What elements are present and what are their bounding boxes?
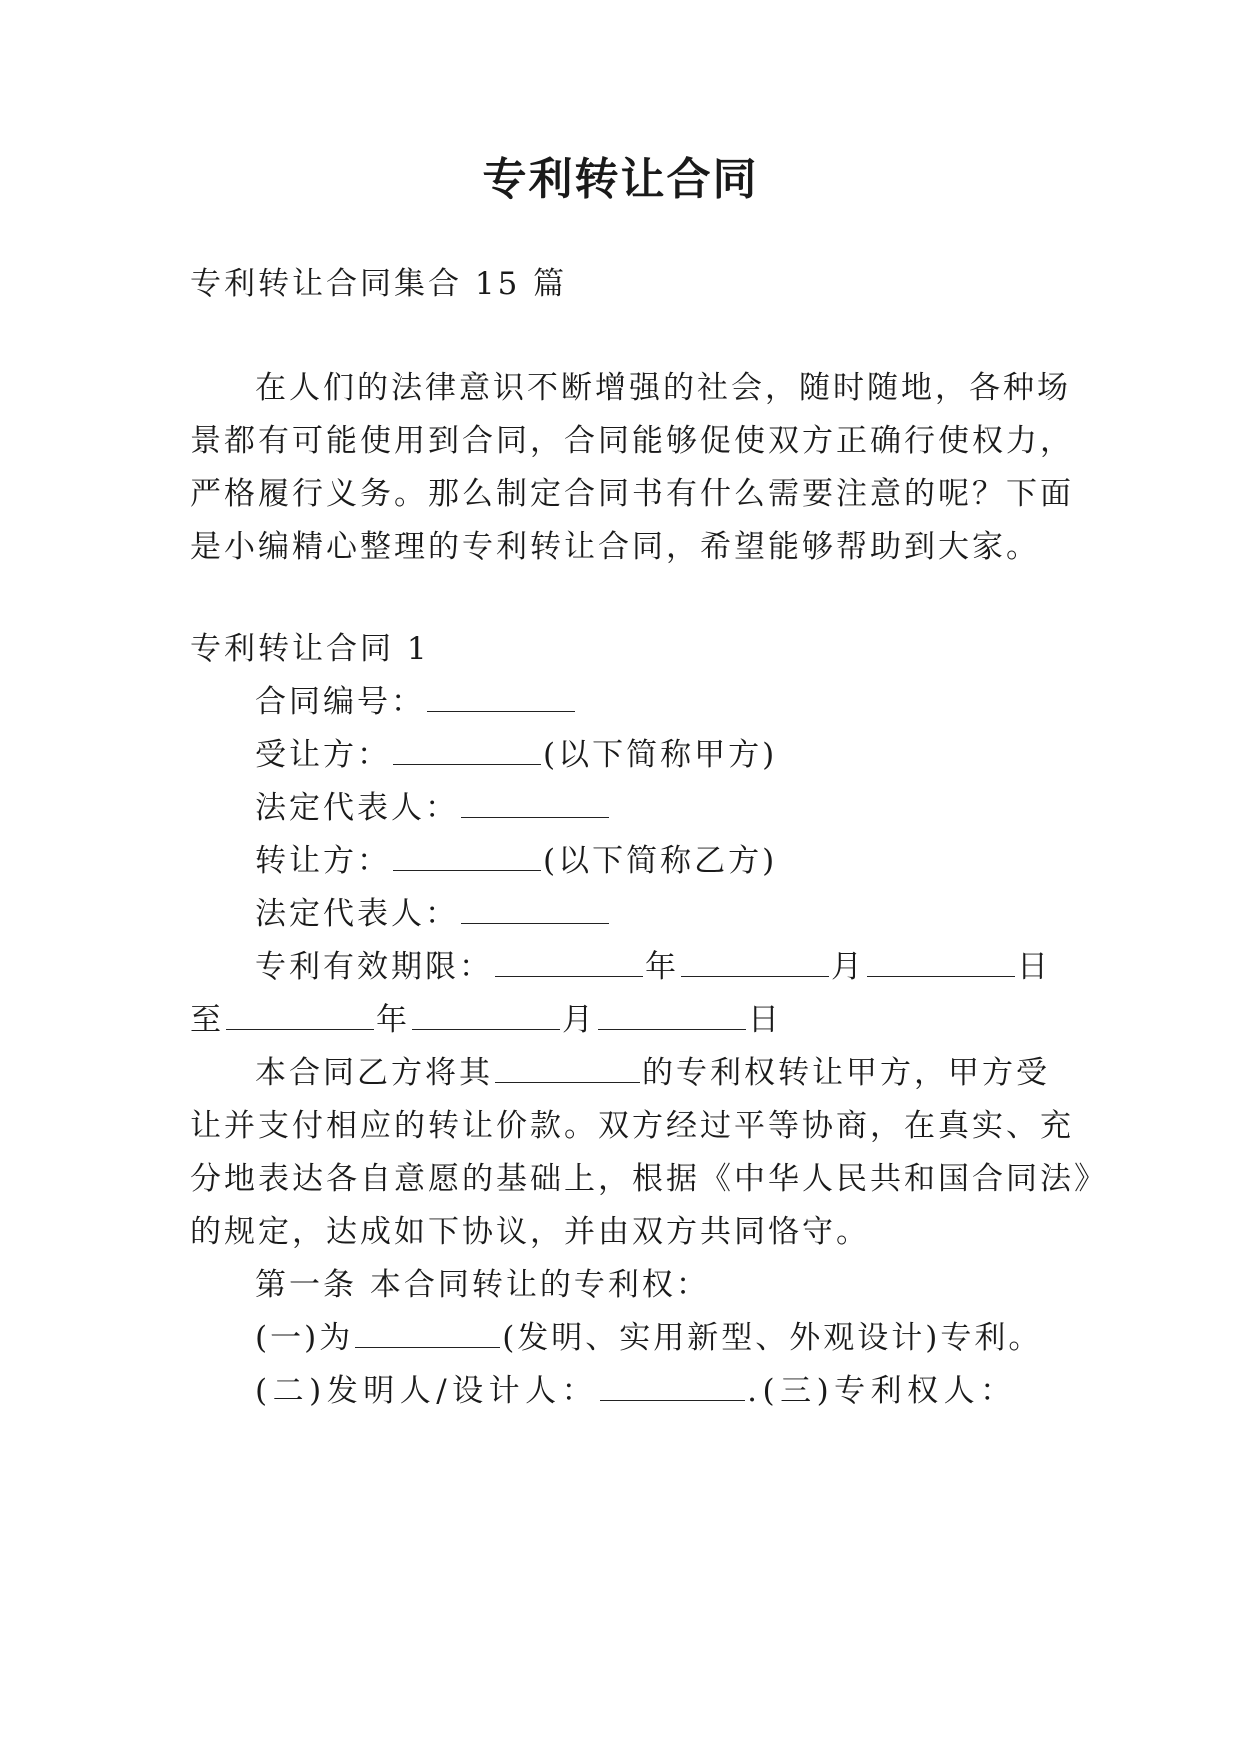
item-2-end: .(三)专利权人： — [747, 1373, 1017, 1409]
validity-to: 至 — [190, 1002, 224, 1038]
document-subtitle: 专利转让合同集合 15 篇 — [190, 266, 568, 302]
end-year-blank — [226, 999, 374, 1030]
end-day: 日 — [748, 1002, 782, 1038]
validity-year-blank — [495, 946, 643, 977]
contract-number-line — [255, 680, 577, 724]
validity-label: 专利有效期限： — [255, 949, 493, 985]
assignor-blank — [393, 840, 541, 871]
contract-number-label: 合同编号： — [255, 684, 425, 720]
end-year: 年 — [376, 1002, 410, 1038]
article-1-item-2 — [255, 1369, 1017, 1413]
body-line-4: 的规定，达成如下协议，并由双方共同恪守。 — [190, 1214, 870, 1250]
legal-rep-label-2: 法定代表人： — [255, 896, 459, 932]
article-1-item-1 — [255, 1316, 1042, 1360]
validity-month: 月 — [831, 949, 865, 985]
assignee-suffix: (以下简称甲方) — [543, 737, 778, 773]
validity-day-blank — [867, 946, 1015, 977]
legal-rep-line-2 — [255, 892, 611, 936]
patent-name-blank — [495, 1052, 640, 1083]
assignee-blank — [393, 734, 541, 765]
contract-number-blank — [427, 681, 575, 712]
intro-line-2: 景都有可能使用到合同，合同能够促使双方正确行使权力， — [190, 423, 1074, 459]
validity-year: 年 — [645, 949, 679, 985]
legal-rep-line-1 — [255, 786, 611, 830]
article-1-heading: 第一条 本合同转让的专利权： — [255, 1267, 710, 1303]
validity-day: 日 — [1017, 949, 1051, 985]
assignee-line — [255, 733, 777, 777]
patent-type-blank — [355, 1317, 500, 1348]
body-line-2: 让并支付相应的转让价款。双方经过平等协商，在真实、充 — [190, 1108, 1074, 1144]
end-day-blank — [598, 999, 746, 1030]
validity-end-line — [190, 998, 782, 1042]
section-heading: 专利转让合同 1 — [190, 631, 430, 667]
item-1-start: (一)为 — [255, 1320, 354, 1356]
validity-month-blank — [681, 946, 829, 977]
assignor-suffix: (以下简称乙方) — [543, 843, 778, 879]
intro-line-3: 严格履行义务。那么制定合同书有什么需要注意的呢？下面 — [190, 476, 1074, 512]
legal-rep-blank-2 — [461, 893, 609, 924]
body-line-1 — [255, 1051, 1050, 1095]
end-month: 月 — [562, 1002, 596, 1038]
intro-line-1: 在人们的法律意识不断增强的社会，随时随地，各种场 — [255, 370, 1071, 406]
document-title: 专利转让合同 — [482, 154, 759, 205]
legal-rep-label-1: 法定代表人： — [255, 790, 459, 826]
validity-line — [255, 945, 1051, 989]
end-month-blank — [412, 999, 560, 1030]
body-line-1-end: 的专利权转让甲方，甲方受 — [642, 1055, 1050, 1091]
assignor-label: 转让方： — [255, 843, 391, 879]
item-2-start: (二)发明人/设计人： — [255, 1373, 599, 1409]
assignor-line — [255, 839, 777, 883]
intro-line-4: 是小编精心整理的专利转让合同，希望能够帮助到大家。 — [190, 529, 1040, 565]
assignee-label: 受让方： — [255, 737, 391, 773]
legal-rep-blank-1 — [461, 787, 609, 818]
item-1-end: (发明、实用新型、外观设计)专利。 — [502, 1320, 1043, 1356]
body-line-3: 分地表达各自意愿的基础上，根据《中华人民共和国合同法》 — [190, 1161, 1108, 1197]
body-line-1-start: 本合同乙方将其 — [255, 1055, 493, 1091]
inventor-blank — [600, 1370, 745, 1401]
